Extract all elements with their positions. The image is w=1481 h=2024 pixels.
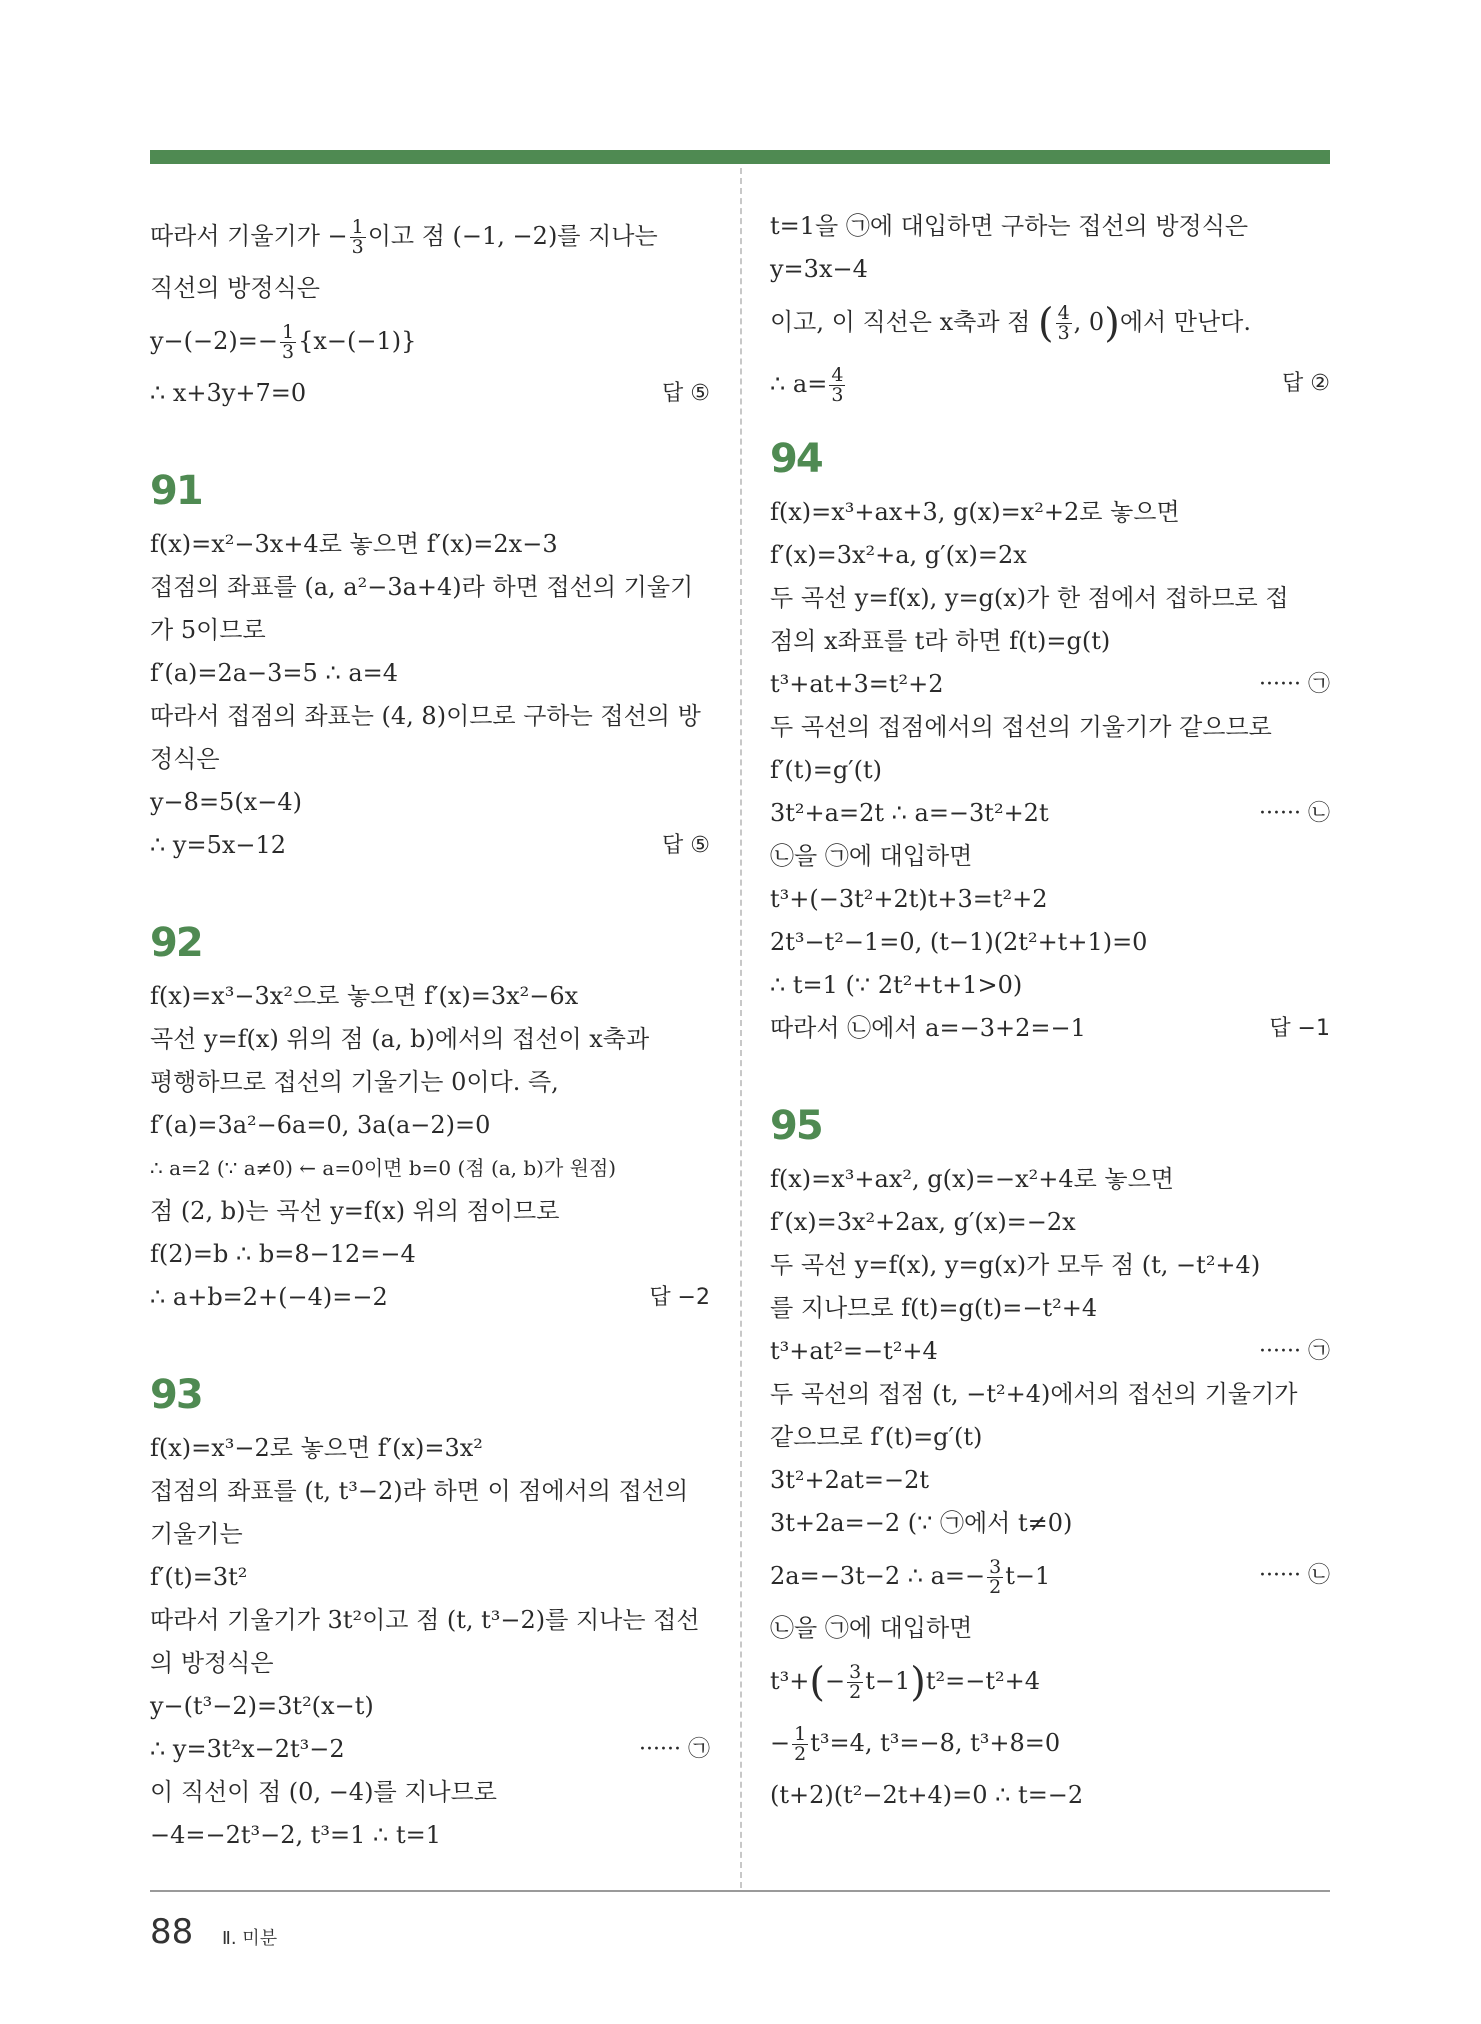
problem-number: 91	[150, 468, 202, 514]
text-line: 따라서 ㉡에서 a=−3+2=−1 답 −1	[770, 1007, 1330, 1050]
header-accent-bar	[150, 150, 1330, 164]
text-line: f(x)=x³+ax+3, g(x)=x²+2로 놓으면	[770, 498, 1180, 526]
problem-92	[150, 911, 710, 1319]
text-line: 점의 x좌표를 t라 하면 f(t)=g(t)	[770, 627, 1111, 655]
text-line: t³+(−3t²+2t)t+3=t²+2	[770, 885, 1048, 913]
text-line: f(x)=x³−3x²으로 놓으면 f′(x)=3x²−6x	[150, 982, 579, 1010]
result-line: ∴ a+b=2+(−4)=−2 답 −2	[150, 1276, 710, 1319]
text-line: 를 지나므로 f(t)=g(t)=−t²+4	[770, 1294, 1098, 1322]
text-line: 3t²+a=2t ∴ a=−3t²+2t ······ ㉡	[770, 792, 1330, 835]
fraction: $\frac{1}{3}$	[282, 321, 295, 363]
fraction: $\frac{3}{2}$	[849, 1661, 862, 1703]
answer-label: 답 ⑤	[662, 833, 710, 858]
right-column	[770, 205, 1330, 1817]
text-line: 접점의 좌표를 (t, t³−2)라 하면 이 점에서의 접선의	[150, 1477, 689, 1505]
solution-continuation	[770, 205, 1330, 415]
text-line: ∴ a=2 (∵ a≠0) ← a=0이면 b=0 (점 (a, b)가 원점)	[150, 1156, 617, 1180]
problem-number: 95	[770, 1103, 822, 1149]
fraction: $\frac{1}{3}$	[351, 216, 364, 258]
text-line: 이고, 이 직선은 x축과 점 ( $\frac{4}{3}$ , 0)에서 만난다.	[770, 300, 1251, 347]
answer-label: 답 ②	[1282, 371, 1330, 396]
problem-number: 92	[150, 920, 202, 966]
result-line: ∴ y=5x−12 답 ⑤	[150, 824, 710, 867]
equation-marker: ······ ㉡	[1259, 1563, 1330, 1588]
answer-label: 답 −2	[649, 1285, 710, 1310]
equation-marker: ······ ㉡	[1259, 801, 1330, 826]
text-line: 곡선 y=f(x) 위의 점 (a, b)에서의 접선이 x축과	[150, 1025, 650, 1053]
text-line: f′(a)=3a²−6a=0, 3a(a−2)=0	[150, 1111, 491, 1139]
text-line: 두 곡선의 접점에서의 접선의 기울기가 같으므로	[770, 713, 1272, 741]
text-line: f(2)=b ∴ b=8−12=−4	[150, 1240, 416, 1268]
text-line: f(x)=x³+ax², g(x)=−x²+4로 놓으면	[770, 1165, 1174, 1193]
answer-label: 답 −1	[1269, 1016, 1330, 1041]
text-line: (t+2)(t²−2t+4)=0 ∴ t=−2	[770, 1781, 1084, 1809]
problem-94	[770, 427, 1330, 1050]
answer-label: 답 ⑤	[662, 381, 710, 406]
text-line: 기울기는	[150, 1520, 243, 1548]
text-line: 평행하므로 접선의 기울기는 0이다. 즉,	[150, 1068, 559, 1096]
text-line: ∴ y=3t²x−2t³−2 ······ ㉠	[150, 1728, 710, 1771]
text-line: 가 5이므로	[150, 616, 266, 644]
equation-marker: ······ ㉠	[1259, 1339, 1330, 1364]
text-line: t=1을 ㉠에 대입하면 구하는 접선의 방정식은	[770, 212, 1249, 240]
fraction: $\frac{4}{3}$	[1057, 302, 1070, 344]
solution-continuation	[150, 205, 710, 415]
text-line: 따라서 기울기가 − $\frac{1}{3}$ 이고 점 (−1, −2)를 지나는	[150, 216, 658, 258]
text-line: t³+at+3=t²+2 ······ ㉠	[770, 663, 1330, 706]
text-line: ㉡을 ㉠에 대입하면	[770, 842, 973, 870]
text-line: 같으므로 f′(t)=g′(t)	[770, 1423, 983, 1451]
text-line: y=3x−4	[770, 255, 868, 283]
result-line: ∴ a= $\frac{4}{3}$ 답 ②	[770, 353, 1330, 415]
problem-number: 94	[770, 436, 822, 482]
problem-93	[150, 1363, 710, 1857]
text-line: 정식은	[150, 745, 220, 773]
fraction: $\frac{4}{3}$	[831, 364, 844, 406]
text-line: 2t³−t²−1=0, (t−1)(2t²+t+1)=0	[770, 928, 1148, 956]
section-label: Ⅱ. 미분	[222, 1928, 278, 1949]
result-line: ∴ x+3y+7=0 답 ⑤	[150, 372, 710, 415]
footer-rule	[150, 1890, 1330, 1892]
text-line: 의 방정식은	[150, 1649, 274, 1677]
text-line: 3t²+2at=−2t	[770, 1466, 929, 1494]
equation-marker: ······ ㉠	[1259, 672, 1330, 697]
text-line: f′(t)=g′(t)	[770, 756, 882, 784]
equation-line: 2a=−3t−2 ∴ a=− $\frac{3}{2}$ t−1 ······ ㉡	[770, 1545, 1330, 1607]
text-line: f(x)=x²−3x+4로 놓으면 f′(x)=2x−3	[150, 530, 558, 558]
problem-95	[770, 1094, 1330, 1817]
text-line: 3t+2a=−2 (∵ ㉠에서 t≠0)	[770, 1509, 1073, 1537]
fraction: $\frac{1}{2}$	[794, 1723, 807, 1765]
equation-line: − $\frac{1}{2}$ t³=4, t³=−8, t³+8=0	[770, 1723, 1061, 1765]
equation-line: t³+(− $\frac{3}{2}$ t−1)t²=−t²+4	[770, 1659, 1040, 1706]
equation-line: y−(−2)=− $\frac{1}{3}$ {x−(−1)}	[150, 321, 417, 363]
text-line: 두 곡선 y=f(x), y=g(x)가 한 점에서 접하므로 접	[770, 584, 1289, 612]
text-line: 접점의 좌표를 (a, a²−3a+4)라 하면 접선의 기울기	[150, 573, 694, 601]
problem-number: 93	[150, 1372, 202, 1418]
text-line: 직선의 방정식은	[150, 274, 320, 302]
text-line: ∴ t=1 (∵ 2t²+t+1>0)	[770, 971, 1023, 999]
left-column	[150, 205, 710, 1857]
text-line: 두 곡선의 접점 (t, −t²+4)에서의 접선의 기울기가	[770, 1380, 1298, 1408]
column-divider	[740, 168, 742, 1888]
text-line: 두 곡선 y=f(x), y=g(x)가 모두 점 (t, −t²+4)	[770, 1251, 1261, 1279]
text-line: 이 직선이 점 (0, −4)를 지나므로	[150, 1778, 497, 1806]
text-line: f(x)=x³−2로 놓으면 f′(x)=3x²	[150, 1434, 483, 1462]
text-line: y−(t³−2)=3t²(x−t)	[150, 1692, 374, 1720]
text-line: 따라서 접점의 좌표는 (4, 8)이므로 구하는 접선의 방	[150, 702, 701, 730]
problem-91	[150, 459, 710, 867]
text-line: ㉡을 ㉠에 대입하면	[770, 1614, 973, 1642]
text-line: f′(x)=3x²+a, g′(x)=2x	[770, 541, 1027, 569]
text-line: y−8=5(x−4)	[150, 788, 302, 816]
text-line: 따라서 기울기가 3t²이고 점 (t, t³−2)를 지나는 접선	[150, 1606, 700, 1634]
text-line: −4=−2t³−2, t³=1 ∴ t=1	[150, 1821, 441, 1849]
text-line: 점 (2, b)는 곡선 y=f(x) 위의 점이므로	[150, 1197, 560, 1225]
text-line: t³+at²=−t²+4 ······ ㉠	[770, 1330, 1330, 1373]
text-line: f′(t)=3t²	[150, 1563, 248, 1591]
text-line: f′(a)=2a−3=5 ∴ a=4	[150, 659, 399, 687]
equation-marker: ······ ㉠	[639, 1737, 710, 1762]
fraction: $\frac{3}{2}$	[989, 1556, 1002, 1598]
page-number: 88	[150, 1912, 194, 1952]
text-line: f′(x)=3x²+2ax, g′(x)=−2x	[770, 1208, 1076, 1236]
